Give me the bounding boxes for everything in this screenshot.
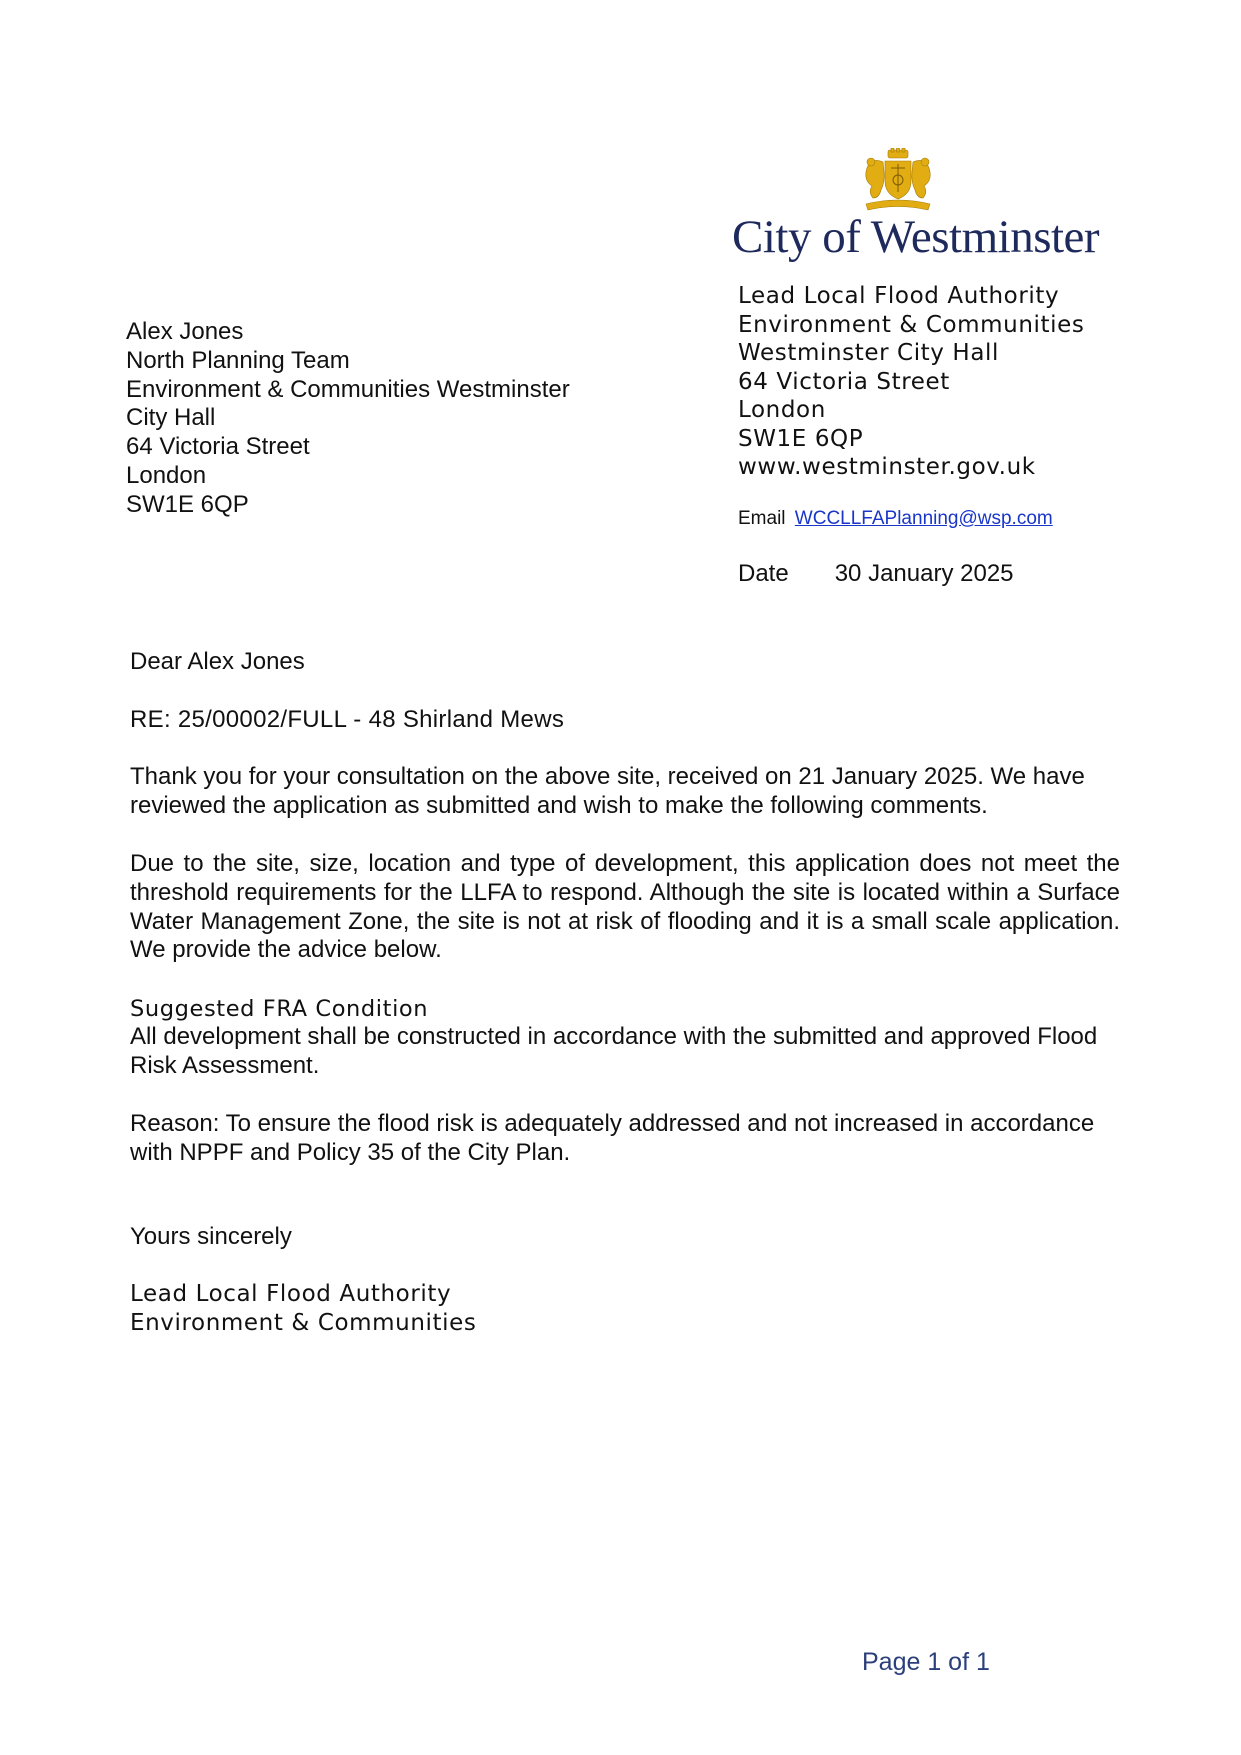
recipient-line: SW1E 6QP [126,490,249,518]
recipient-line: North Planning Team [126,346,350,374]
reference-line: RE: 25/00002/FULL - 48 Shirland Mews [130,706,565,733]
page-number: Page 1 of 1 [862,1648,990,1676]
organisation-wordmark: City of Westminster [732,211,1100,263]
salutation: Dear Alex Jones [130,648,305,675]
sender-line: 64 Victoria Street [738,368,950,395]
intro-paragraph: Thank you for your consultation on the above site, received on 21 January 2025. We have reviewed the application as submitted and wish to make the following comments. [130,763,1085,819]
date-value: 30 January 2025 [834,560,1014,587]
recipient-address [126,318,570,520]
sender-line: London [738,397,826,423]
email-label: Email [738,508,786,529]
recipient-line: City Hall [126,404,216,432]
date-label: Date [738,560,789,587]
sender-line: SW1E 6QP [738,425,864,452]
coat-of-arms-icon [858,148,938,212]
sender-line: Environment & Communities [738,311,1085,338]
email-row [738,508,1053,530]
recipient-line: Alex Jones [126,318,244,345]
condition-text: All development shall be constructed in accordance with the submitted and approved Flood Risk Assessment. [130,1023,1098,1079]
threshold-paragraph: Due to the site, size, location and type of development, this application does not meet the threshold requirements for the LLFA to respond. Although the site is located within a Surface Water Management Zone, the site is not at risk of flooding and it is a small scale application. We provide the advice below. [130,850,1120,964]
recipient-line: London [126,461,207,489]
reason-paragraph: Reason: To ensure the flood risk is adequately addressed and not increased in accordance with NPPF and Policy 35 of the City Plan. [130,1110,1095,1166]
signoff [130,1280,476,1338]
sender-address [738,282,1084,482]
date-row [738,560,1014,588]
recipient-line: 64 Victoria Street [126,433,310,461]
condition-title: Suggested FRA Condition [130,996,429,1022]
sender-line: Lead Local Flood Authority [738,283,1060,309]
sender-line: Westminster City Hall [738,340,999,366]
sender-website: www.westminster.gov.uk [738,454,1036,480]
signoff-line: Lead Local Flood Authority [130,1281,452,1307]
closing: Yours sincerely [130,1223,292,1250]
email-link[interactable]: WCCLLFAPlanning@wsp.com [794,508,1053,529]
signoff-line: Environment & Communities [130,1310,477,1336]
recipient-line: Environment & Communities Westminster [126,375,570,403]
